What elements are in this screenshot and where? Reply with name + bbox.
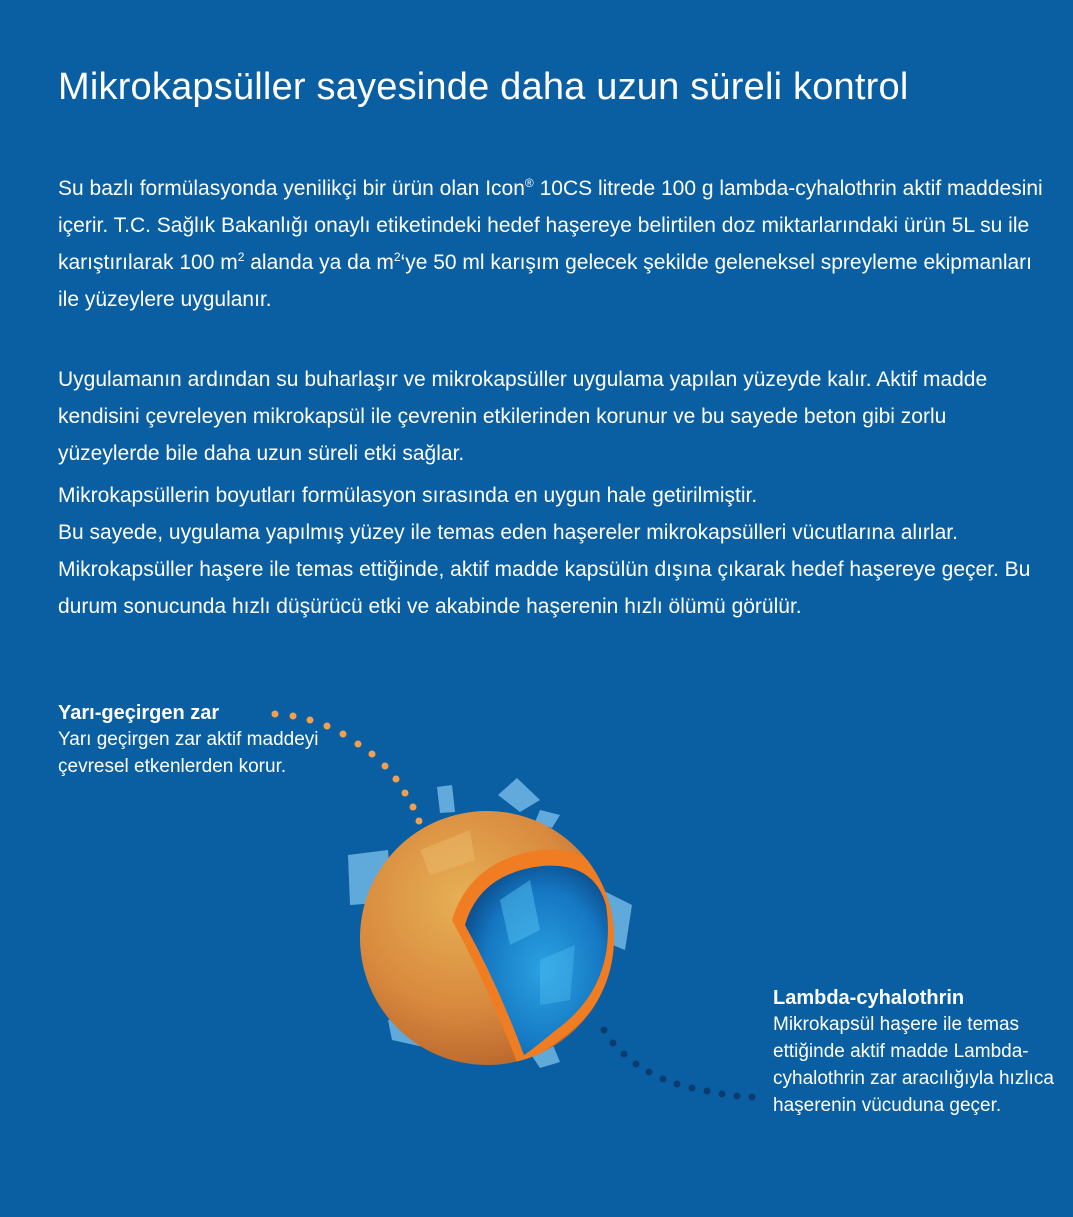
active-ingredient-callout-title: Lambda-cyhalothrin	[773, 987, 965, 1009]
active-ingredient-callout	[773, 985, 1063, 1119]
membrane-callout	[58, 700, 358, 780]
effect-paragraph: Mikrokapsüllerin boyutları formülasyon sırasında en uygun hale getirilmiştir. Bu sayede, uygulama yapılmış yüzey ile temas eden haşereler mikrokapsülleri vücutlarına alırlar. Mikrokapsüller haşere ile temas ettiğinde, aktif madde kapsülün dışına çıkarak hedef haşereye geçer. Bu durum sonucunda hızlı düşürücü etki ve akabinde haşerenin hızlı ölümü görülür.	[58, 484, 1031, 618]
membrane-callout-body: Yarı geçirgen zar aktif maddeyi çevresel etkenlerden korur.	[58, 729, 319, 777]
active-ingredient-callout-body: Mikrokapsül haşere ile temas ettiğinde aktif madde Lambda-cyhalothrin zar aracılığıyla hızlıca haşerenin vücuduna geçer.	[773, 1014, 1054, 1116]
application-paragraph: Uygulamanın ardından su buharlaşır ve mikrokapsüller uygulama yapılan yüzeyde kalır. Aktif madde kendisini çevreleyen mikrokapsül ile çevrenin etkilerinden korunur ve bu sayede beton gibi zorlu yüzeylerde bile daha uzun süreli etki sağlar.	[58, 368, 988, 465]
membrane-callout-title: Yarı-geçirgen zar	[58, 702, 220, 724]
intro-paragraph: Su bazlı formülasyonda yenilikçi bir ürün olan Icon® 10CS litrede 100 g lambda-cyhalothrin aktif maddesini içerir. T.C. Sağlık Bakanlığı onaylı etiketindeki hedef haşereye belirtilen doz miktarlarındaki ürün 5L su ile karıştırılarak 100 $m^2$ alanda ya da $m^2‘ye$ 50 ml karışım gelecek şekilde geleneksel spreyleme ekipmanları ile yüzeylere uygulanır.	[58, 176, 1043, 311]
blue-dotted-leader	[601, 1027, 756, 1101]
page-title: Mikrokapsüller sayesinde daha uzun süreli kontrol	[58, 66, 909, 108]
